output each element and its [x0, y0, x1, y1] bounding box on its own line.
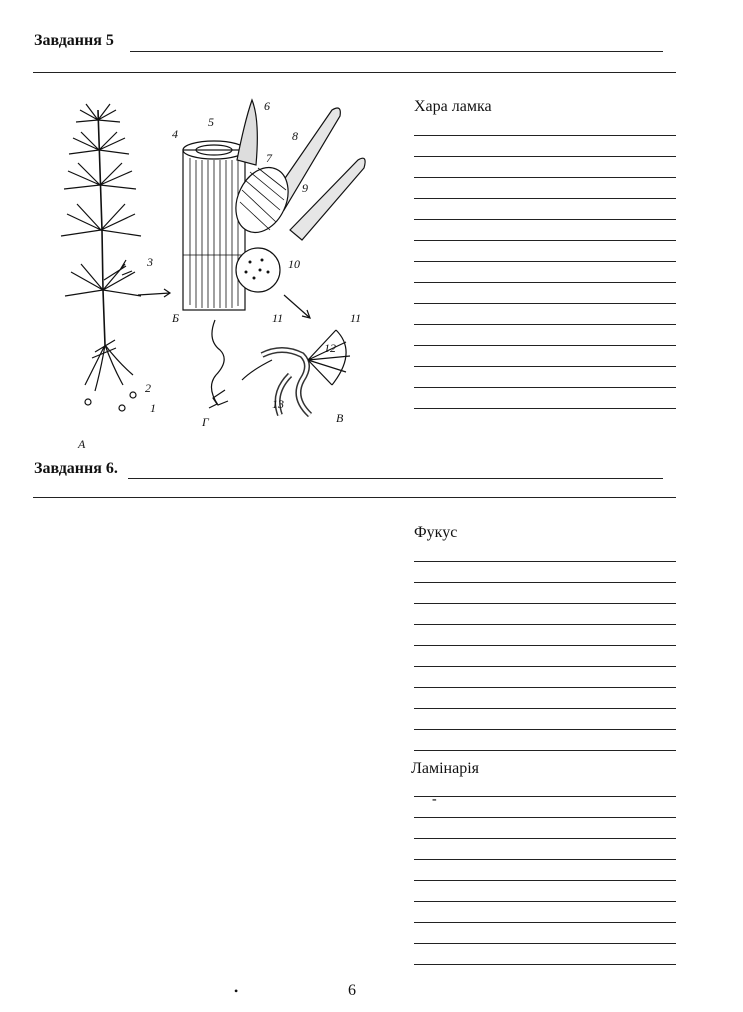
fig-label-A: А [78, 437, 86, 451]
fucus-label: Фукус [414, 524, 458, 541]
fig-label-8: 8 [292, 129, 298, 143]
fig-label-10: 10 [288, 257, 300, 271]
page-number: 6 [348, 982, 356, 999]
fig-label-G: Г [202, 415, 209, 429]
fig-label-4: 4 [172, 127, 178, 141]
fig-label-1: 1 [150, 401, 156, 415]
fig-label-V: В [336, 411, 344, 425]
fig-label-6: 6 [264, 99, 270, 113]
task5-heading-line [130, 51, 663, 52]
laminaria-answer-lines[interactable] [414, 796, 676, 966]
task5-heading: Завдання 5 [34, 32, 114, 49]
chara-answer-lines[interactable] [414, 135, 676, 415]
laminaria-label: Ламінарія [411, 760, 479, 777]
fig-label-5: 5 [208, 115, 214, 129]
fig-label-9: 9 [302, 181, 308, 195]
fig-label-3: 3 [147, 255, 153, 269]
fig-label-2: 2 [145, 381, 151, 395]
fig-label-13: 13 [272, 397, 284, 411]
fig-label-11b: 11 [350, 311, 362, 325]
footer-bullet: • [234, 984, 239, 998]
task6-second-line [33, 497, 676, 498]
task5-second-line [33, 72, 676, 73]
task6-heading-line [128, 478, 663, 479]
fig-label-12: 12 [324, 341, 336, 355]
chara-figure-svg [40, 90, 385, 455]
task6-heading: Завдання 6. [34, 460, 118, 477]
dash-mark: - [432, 792, 437, 807]
chara-label: Хара ламка [414, 98, 492, 115]
fig-label-B: Б [172, 311, 180, 325]
fig-label-11a: 11 [272, 311, 284, 325]
fucus-answer-lines[interactable] [414, 561, 676, 753]
fig-label-7: 7 [266, 151, 272, 165]
chara-illustration [40, 90, 385, 455]
